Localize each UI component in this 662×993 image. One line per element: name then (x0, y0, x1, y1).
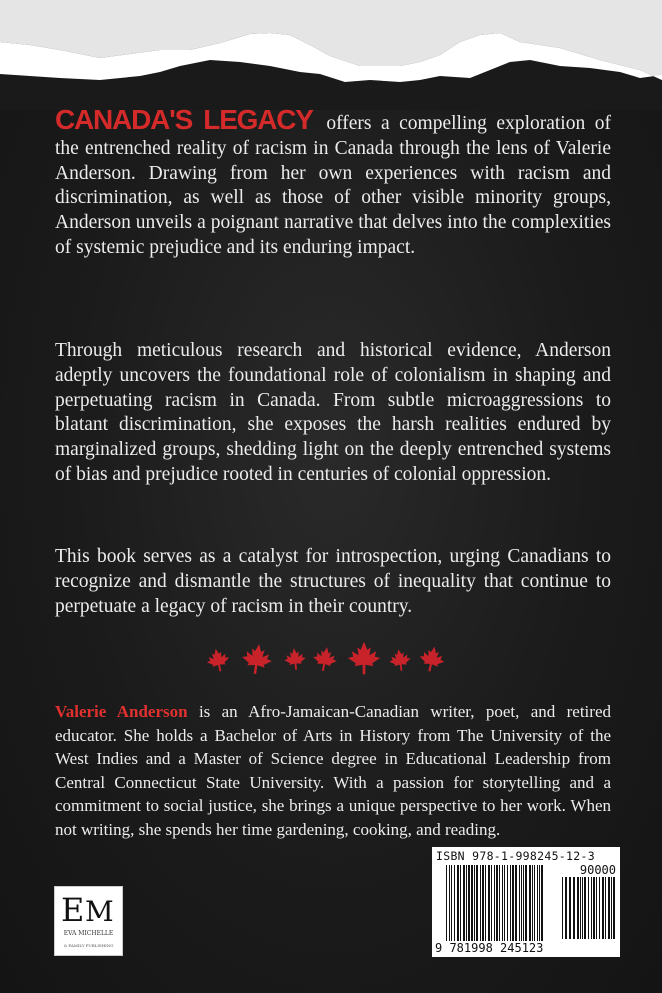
barcode-bar (451, 865, 452, 943)
barcode-bar (525, 865, 527, 943)
barcode-bar (613, 877, 615, 939)
barcode-bar (584, 877, 586, 939)
barcode-bar (588, 877, 589, 939)
author-name: Valerie Anderson (55, 702, 188, 721)
maple-leaf-icon (348, 642, 380, 674)
barcode-bar (611, 877, 612, 939)
svg-text:& FAMILY PUBLISHING: & FAMILY PUBLISHING (63, 943, 114, 948)
barcode-bar (471, 865, 473, 943)
barcode-bar (491, 865, 492, 943)
barcode-bar (515, 865, 517, 943)
barcode-bar (494, 865, 495, 943)
barcode-bar (608, 877, 610, 939)
barcode-bar (454, 865, 455, 943)
barcode-bar (504, 865, 505, 943)
barcode-bar (512, 865, 514, 943)
barcode-bar (596, 877, 597, 939)
barcode-bar (599, 877, 600, 939)
barcode-bar (485, 865, 486, 943)
barcode-bar (591, 877, 592, 939)
barcode-bar (519, 865, 520, 943)
publisher-logo (54, 886, 123, 956)
paragraph-3: This book serves as a catalyst for introspection, urging Canadians to recognize and dismantle the structures of inequality that continue to perpetuate a legacy of racism in their country. (55, 546, 611, 617)
bio-text: is an Afro-Jamaican-Canadian writer, poet, and retired educator. She holds a Bachelor of Arts in History from The University of the West Indies and a Master of Science degree in Educational Leadership from Central Connecticut State University. With a passion for storytelling and a commitment to social justice, she brings a unique perspective to her work. When not writing, she spends her time gardening, cooking, and reading. (55, 702, 611, 839)
barcode-bar (499, 865, 500, 943)
barcode-bar (460, 865, 461, 943)
barcode-bar (488, 865, 490, 943)
barcode-bar (449, 865, 450, 943)
svg-text:M: M (85, 895, 114, 928)
barcode-bar (562, 877, 563, 939)
barcode-bar (539, 865, 540, 943)
barcode-bar (541, 865, 543, 943)
barcode-bar (529, 865, 531, 943)
barcode-bar (510, 865, 511, 943)
intro-paragraph (55, 104, 611, 261)
barcode-bar (496, 865, 498, 943)
svg-text:E: E (61, 891, 85, 929)
barcode-bar (463, 865, 465, 943)
maple-leaf-icon (283, 647, 307, 671)
isbn-label: ISBN 978-1-998245-12-3 (436, 849, 595, 863)
price-code: 90000 (579, 863, 616, 877)
barcode-bar (532, 865, 533, 943)
intro-text: offers a compelling exploration of the entrenched reality of racism in Canada through the lens of Valerie Anderson. Drawing from her own experiences with racism and discrimination, as well as those of other visible minority groups, Anderson unveils a poignant narrative that delves into the complexities of systemic prejudice and its enduring impact. (55, 113, 611, 258)
barcode-bar (457, 865, 459, 943)
barcode-bar (577, 877, 579, 939)
torn-paper-edge (0, 0, 662, 110)
book-title: CANADA'S LEGACY (55, 104, 313, 135)
maple-leaf-icon (311, 645, 339, 673)
maple-leaf-icon (204, 646, 231, 673)
barcode-bar (502, 865, 503, 943)
maple-leaves-divider (204, 640, 454, 680)
barcode-bar (573, 877, 575, 939)
barcode-bar (605, 877, 606, 939)
barcode-bar (468, 865, 470, 943)
barcode-bar (507, 865, 508, 943)
barcode-bar (537, 865, 538, 943)
barcode-bar (580, 877, 581, 939)
barcode-digits: 9 781998 245123 (435, 941, 544, 955)
maple-leaf-icon (240, 642, 274, 676)
maple-leaf-icon (417, 644, 447, 674)
isbn-barcode (432, 847, 620, 957)
barcode-bar (523, 865, 524, 943)
paragraph-2: Through meticulous research and historical evidence, Anderson adeptly uncovers the foundational role of colonialism in shaping and perpetuating racism in Canada. From subtle microaggressions to blatant discrimination, she exposes the harsh realities endured by marginalized groups, shedding light on the deeply entrenched systems of bias and prejudice rooted in centuries of colonial oppression. (55, 340, 611, 485)
publisher-name: EVA MICHELLE (63, 930, 114, 937)
maple-leaf-icon (388, 648, 412, 672)
barcode-bar (480, 865, 481, 943)
barcode-bar (474, 865, 475, 943)
barcode-bar (521, 865, 522, 943)
barcode-bar (593, 877, 595, 939)
barcode-bar (482, 865, 484, 943)
barcode-bar (602, 877, 604, 939)
barcode-bar (466, 865, 467, 943)
barcode-bar (534, 865, 535, 943)
barcode-bar (569, 877, 571, 939)
barcode-bar (446, 865, 447, 943)
barcode-bar (476, 865, 478, 943)
barcode-bar (565, 877, 567, 939)
barcode-bar (582, 877, 583, 939)
author-bio (55, 700, 611, 841)
